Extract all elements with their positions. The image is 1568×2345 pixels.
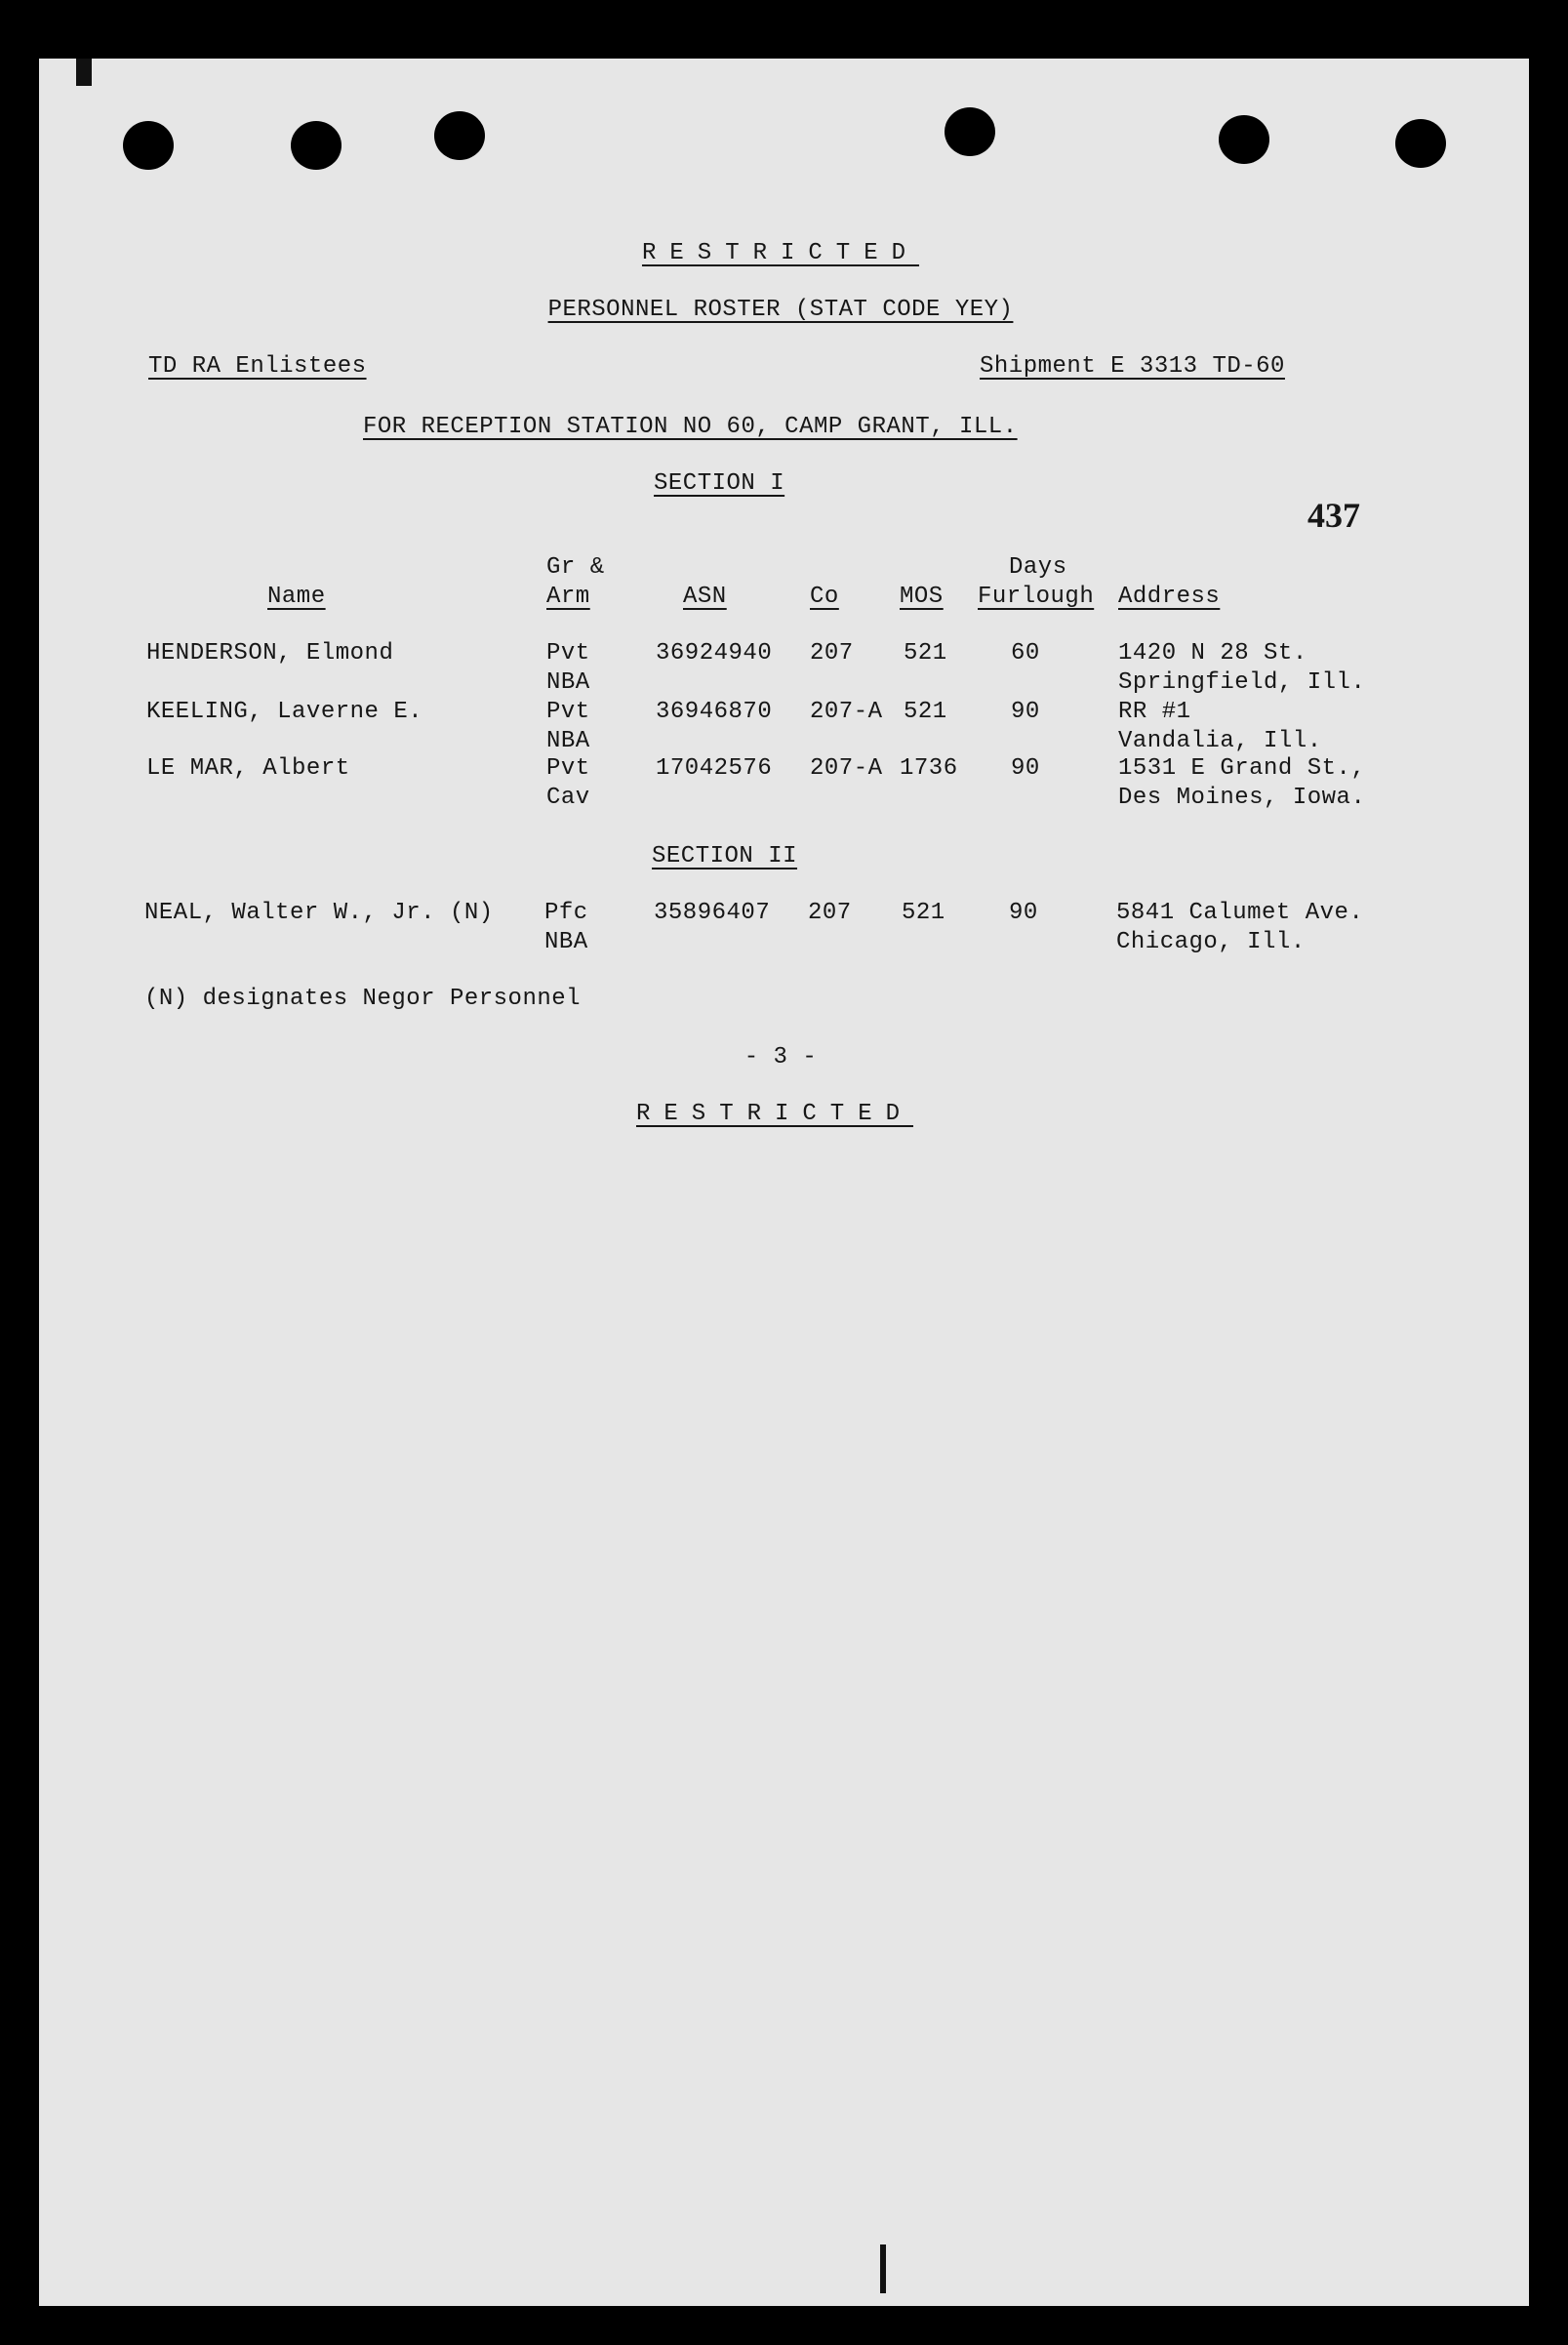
row-grade: Pvt: [546, 699, 590, 725]
row-days: 90: [1009, 900, 1038, 926]
row-name: KEELING, Laverne E.: [146, 699, 423, 725]
col-asn: ASN: [683, 584, 727, 610]
row-grade: Pvt: [546, 755, 590, 782]
page-stamp: 437: [1307, 496, 1360, 535]
enlistee-type: TD RA Enlistees: [148, 353, 367, 380]
row-arm: NBA: [544, 929, 588, 955]
col-co: Co: [810, 584, 839, 610]
row-address-line1: 1420 N 28 St.: [1118, 640, 1307, 667]
row-arm: Cav: [546, 785, 590, 811]
row-address-line1: RR #1: [1118, 699, 1191, 725]
row-mos: 521: [904, 699, 947, 725]
punch-hole: [123, 121, 174, 170]
row-days: 90: [1011, 699, 1040, 725]
row-mos: 521: [902, 900, 945, 926]
row-arm: NBA: [546, 669, 590, 696]
punch-hole: [291, 121, 342, 170]
row-days: 60: [1011, 640, 1040, 667]
row-grade: Pvt: [546, 640, 590, 667]
shipment-number: Shipment E 3313 TD-60: [980, 353, 1285, 380]
row-asn: 35896407: [654, 900, 771, 926]
row-name: HENDERSON, Elmond: [146, 640, 394, 667]
row-name: LE MAR, Albert: [146, 755, 350, 782]
row-address-line2: Springfield, Ill.: [1118, 669, 1366, 696]
punch-hole: [945, 107, 995, 156]
roster-title: PERSONNEL ROSTER (STAT CODE YEY): [547, 297, 1014, 323]
staple-mark: [880, 2244, 886, 2293]
col-address: Address: [1118, 584, 1221, 610]
row-arm: NBA: [546, 728, 590, 754]
row-mos: 521: [904, 640, 947, 667]
col-name: Name: [267, 584, 326, 610]
col-furlough: Furlough: [978, 584, 1095, 610]
row-address-line2: Vandalia, Ill.: [1118, 728, 1322, 754]
col-arm: Arm: [546, 584, 590, 610]
row-asn: 17042576: [656, 755, 773, 782]
classification-header: RESTRICTED: [641, 240, 920, 266]
row-grade: Pfc: [544, 900, 588, 926]
punch-hole: [1219, 115, 1269, 164]
punch-hole: [434, 111, 485, 160]
page-number: - 3 -: [744, 1044, 818, 1071]
section-2-title: SECTION II: [652, 843, 798, 869]
col-gr-top: Gr &: [546, 554, 605, 581]
row-address-line2: Des Moines, Iowa.: [1118, 785, 1366, 811]
row-asn: 36924940: [656, 640, 773, 667]
section-1-title: SECTION I: [654, 470, 785, 497]
row-days: 90: [1011, 755, 1040, 782]
row-co: 207-A: [810, 755, 883, 782]
classification-footer: RESTRICTED: [635, 1101, 914, 1127]
row-co: 207: [808, 900, 852, 926]
row-co: 207: [810, 640, 854, 667]
row-co: 207-A: [810, 699, 883, 725]
corner-mark: [76, 59, 92, 86]
row-name: NEAL, Walter W., Jr. (N): [144, 900, 494, 926]
col-mos: MOS: [900, 584, 944, 610]
document-page: [39, 59, 1529, 2306]
footnote: (N) designates Negor Personnel: [144, 986, 582, 1012]
row-asn: 36946870: [656, 699, 773, 725]
row-address-line2: Chicago, Ill.: [1116, 929, 1306, 955]
reception-station: FOR RECEPTION STATION NO 60, CAMP GRANT, ILL.: [363, 414, 1018, 440]
row-address-line1: 5841 Calumet Ave.: [1116, 900, 1364, 926]
punch-hole: [1395, 119, 1446, 168]
col-days-top: Days: [1009, 554, 1067, 581]
row-address-line1: 1531 E Grand St.,: [1118, 755, 1366, 782]
row-mos: 1736: [900, 755, 958, 782]
